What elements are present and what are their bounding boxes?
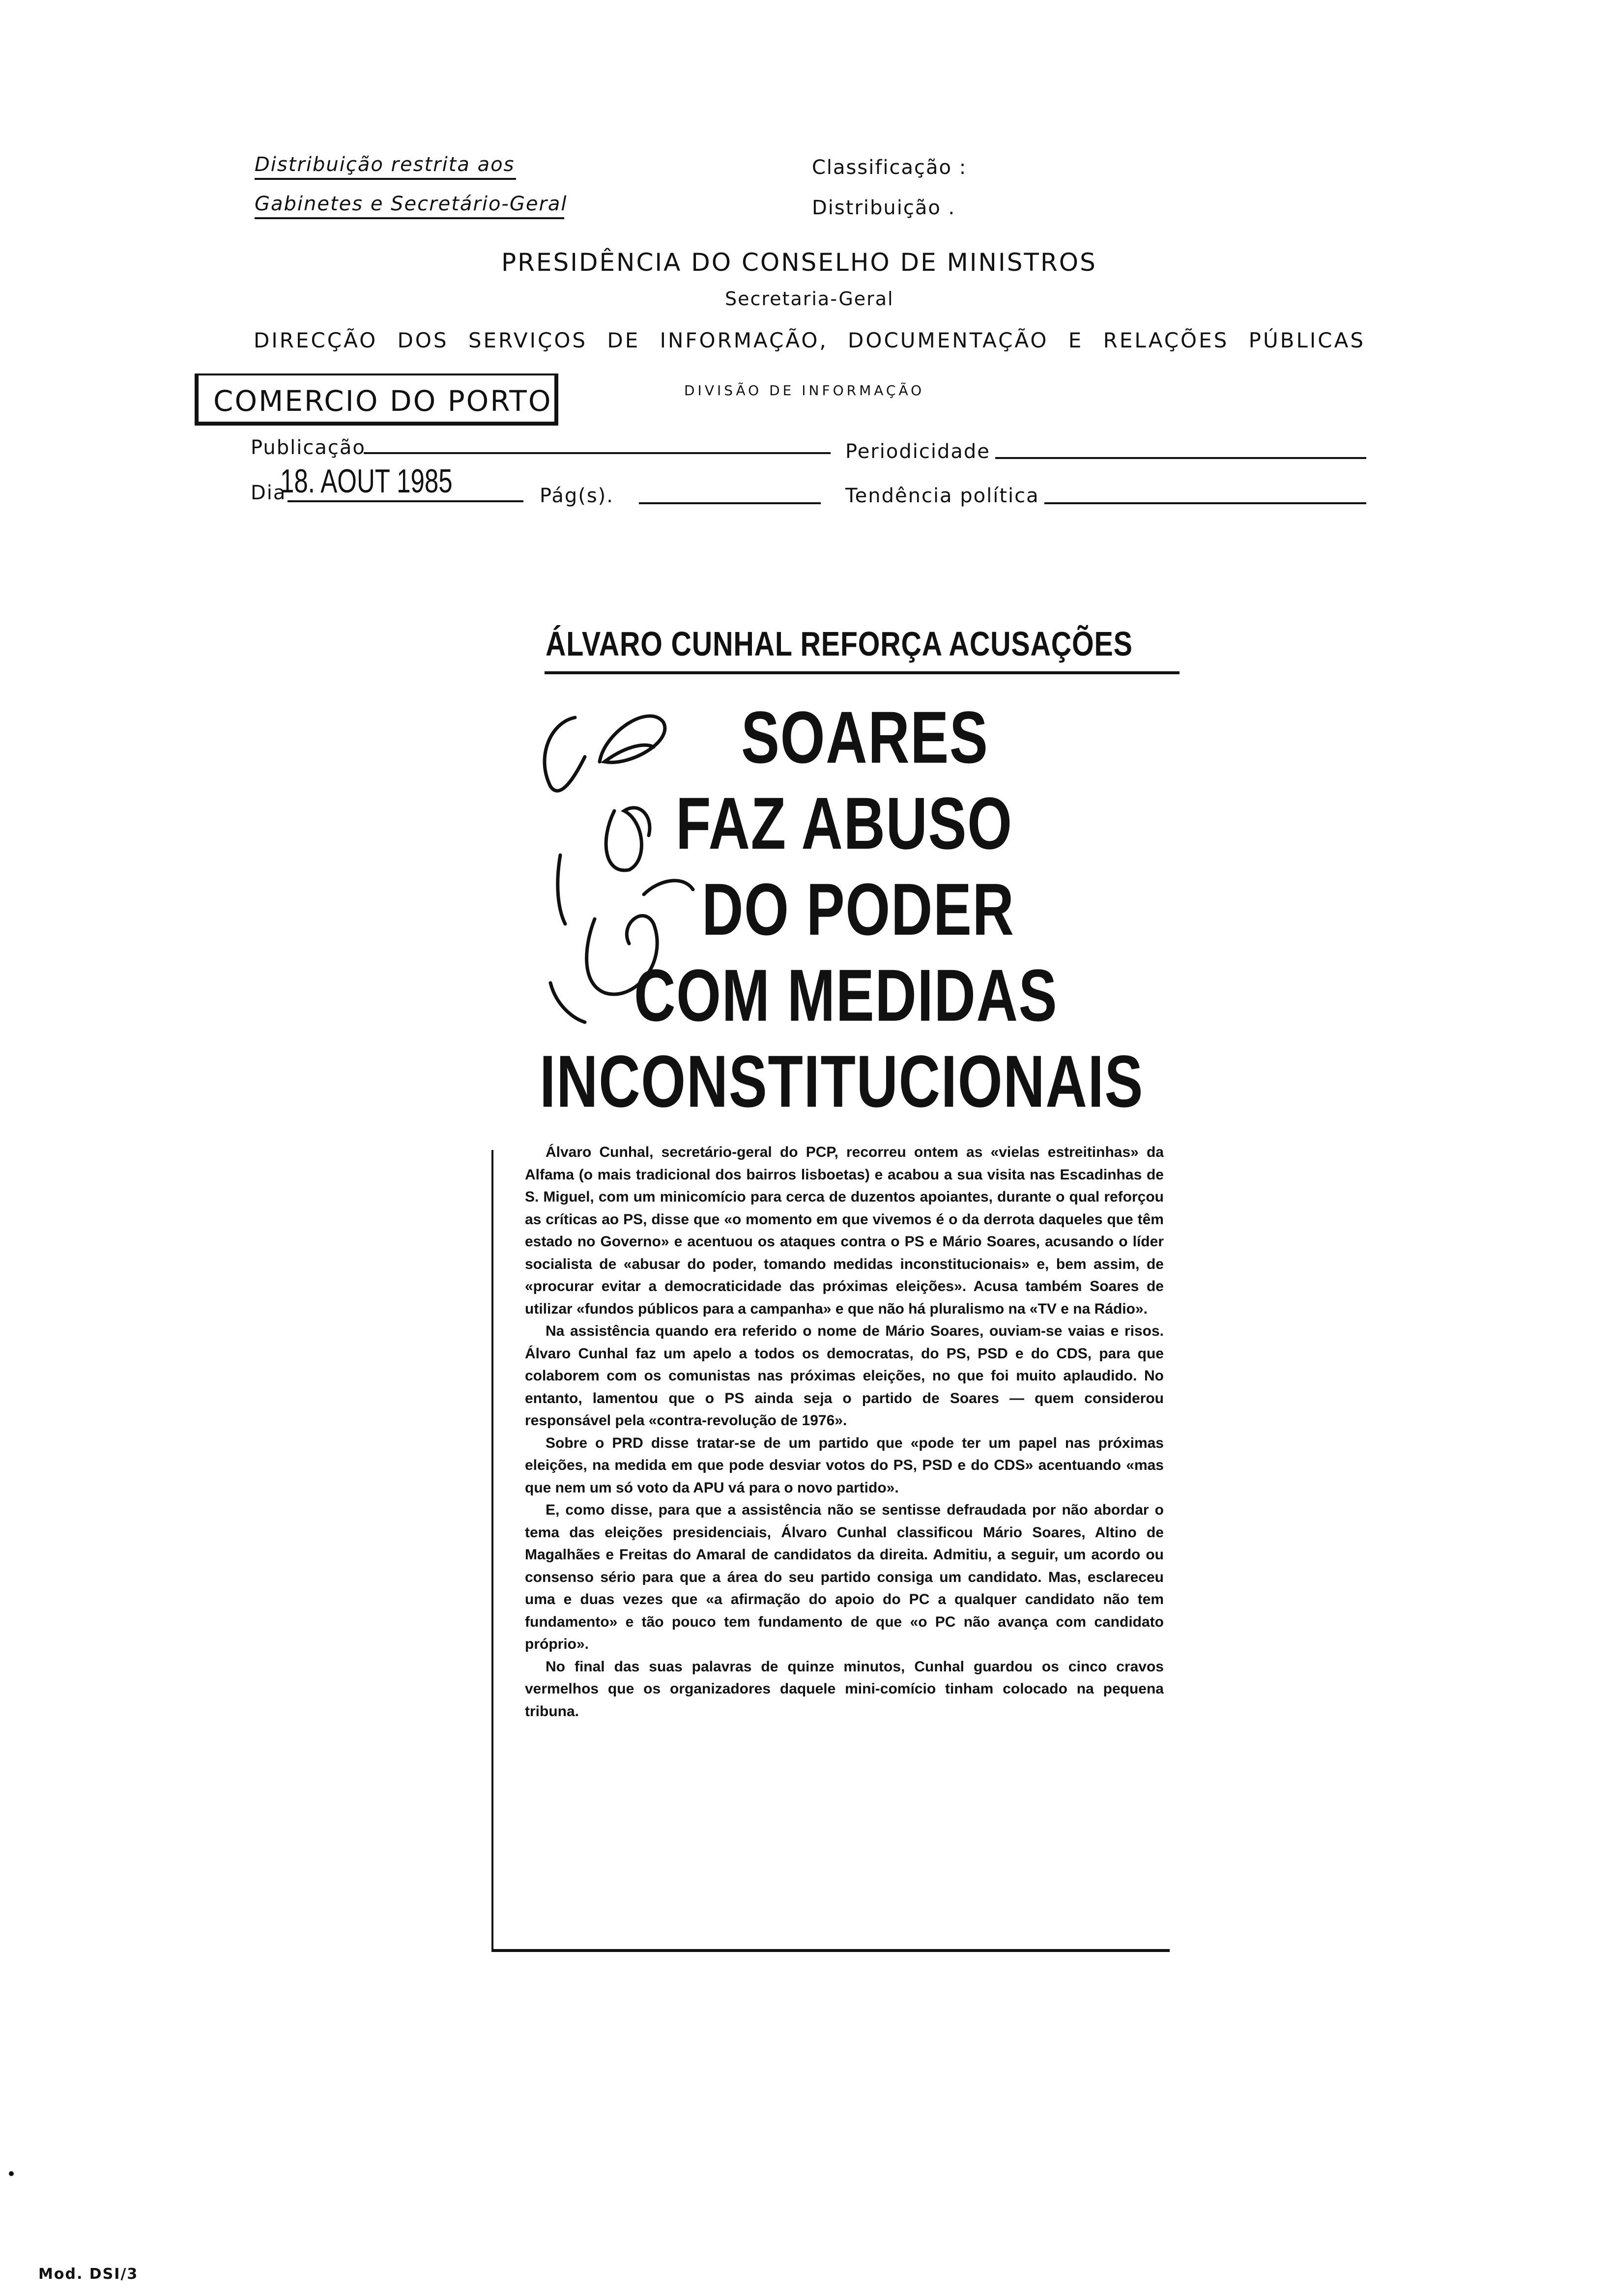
pags-label: Pág(s). [540, 485, 614, 507]
secretaria-geral: Secretaria-Geral [725, 288, 894, 310]
distribuicao-label: Distribuição . [812, 197, 956, 219]
divisao-informacao: DIVISÃO DE INFORMAÇÃO [684, 382, 925, 399]
clipping-bottom-border [491, 1949, 1170, 1952]
handwritten-annotation [531, 688, 737, 1032]
article-paragraph: No final das suas palavras de quinze minutos, Cunhal guardou os cinco cravos vermelhos que os organizadores daquele mini-comício tinham colocado na pequena tribuna. [525, 1658, 1164, 1720]
stamp-text: COMERCIO DO PORTO [213, 384, 552, 418]
tendencia-label: Tendência política [845, 485, 1039, 507]
dia-field-line [288, 500, 523, 502]
article-paragraph: E, como disse, para que a assistência não se sentisse defraudada por não abordar o tema das eleições presidenciais, Álvaro Cunhal classificou Mário Soares, Altino de Magalhães e Freitas do Amaral de candidatos da direita. Admitiu, a seguir, um acordo ou consenso sério para que a área do seu partido consiga um candidato. Mas, esclareceu uma e duas vezes que «a afirmação do apoio do PC a qualquer candidato não tem fundamento» e tão pouco tem fundamento de que «o PC não avança com candidato próprio». [525, 1502, 1164, 1652]
headline-line-5: INCONSTITUCIONAIS [540, 1040, 1144, 1122]
headline-line-1: SOARES [741, 696, 989, 778]
article-paragraph: Álvaro Cunhal, secretário-geral do PCP, recorreu ontem as «vielas estreitinhas» da Alfama (o mais tradicional dos bairros lisboetas) e acabou a sua visita nas Escadinhas de S. Miguel, com um minicomício para cerca de duzentos apoiantes, durante o qual reforçou as críticas ao PS, disse que «o momento em que vivemos é o da derrota daqueles que têm estado no Governo» e acentuou os ataques contra o PS e Mário Soares, acusando o líder socialista de «abusar do poder, tomando medidas inconstitucionais» e, bem assim, de «procurar evitar a democraticidade das próximas eleições». Acusa também Soares de utilizar «fundos públicos para a campanha» e que não há pluralismo na «TV e na Rádio». [525, 1144, 1164, 1317]
periodicidade-label: Periodicidade [845, 440, 990, 463]
publicacao-label: Publicação [251, 436, 366, 459]
headline-line-2: FAZ ABUSO [676, 782, 1013, 864]
headline-line-4: COM MEDIDAS [634, 954, 1058, 1036]
tendencia-field-line [1044, 502, 1366, 504]
scan-speck [9, 2171, 14, 2176]
newspaper-stamp [195, 373, 558, 426]
article-body [525, 1141, 1164, 1722]
presidencia-title: PRESIDÊNCIA DO CONSELHO DE MINISTROS [501, 248, 1097, 277]
classificacao-label: Classificação : [812, 156, 967, 179]
article-paragraph: Na assistência quando era referido o nome de Mário Soares, ouviam-se vaias e risos. Álvaro Cunhal faz um apelo a todos os democratas, do PS, PSD e do CDS, para que colaborem com os comunistas nas próximas eleições, no que foi muito aplaudido. No entanto, lamentou que o PS ainda seja o partido de Soares — quem considerou responsável pela «contra-revolução de 1976». [525, 1323, 1164, 1429]
restricted-distribution-line2: Gabinetes e Secretário-Geral [255, 193, 564, 219]
article-kicker: ÁLVARO CUNHAL REFORÇA ACUSAÇÕES [546, 625, 1133, 663]
direccao-servicos: DIRECÇÃO DOS SERVIÇOS DE INFORMAÇÃO, DOCUMENTAÇÃO E RELAÇÕES PÚBLICAS [254, 328, 1365, 352]
dia-label: Dia [251, 482, 287, 504]
restricted-distribution-line1: Distribuição restrita aos [255, 153, 516, 180]
periodicidade-field-line [995, 457, 1366, 459]
article-paragraph: Sobre o PRD disse tratar-se de um partido que «pode ter um papel nas próximas eleições, na medida em que pode desviar votos do PS, PSD e do CDS» acentuando «mas que nem um só voto da APU vá para o novo partido». [525, 1435, 1164, 1496]
kicker-underline [545, 671, 1180, 674]
dia-value: 18. AOUT 1985 [280, 462, 453, 500]
form-model-code: Mod. DSI/3 [38, 2266, 139, 2283]
headline-line-3: DO PODER [702, 868, 1015, 950]
pags-field-line [639, 502, 821, 504]
clipping-left-border [491, 1150, 493, 1951]
publicacao-field-line [364, 452, 831, 454]
